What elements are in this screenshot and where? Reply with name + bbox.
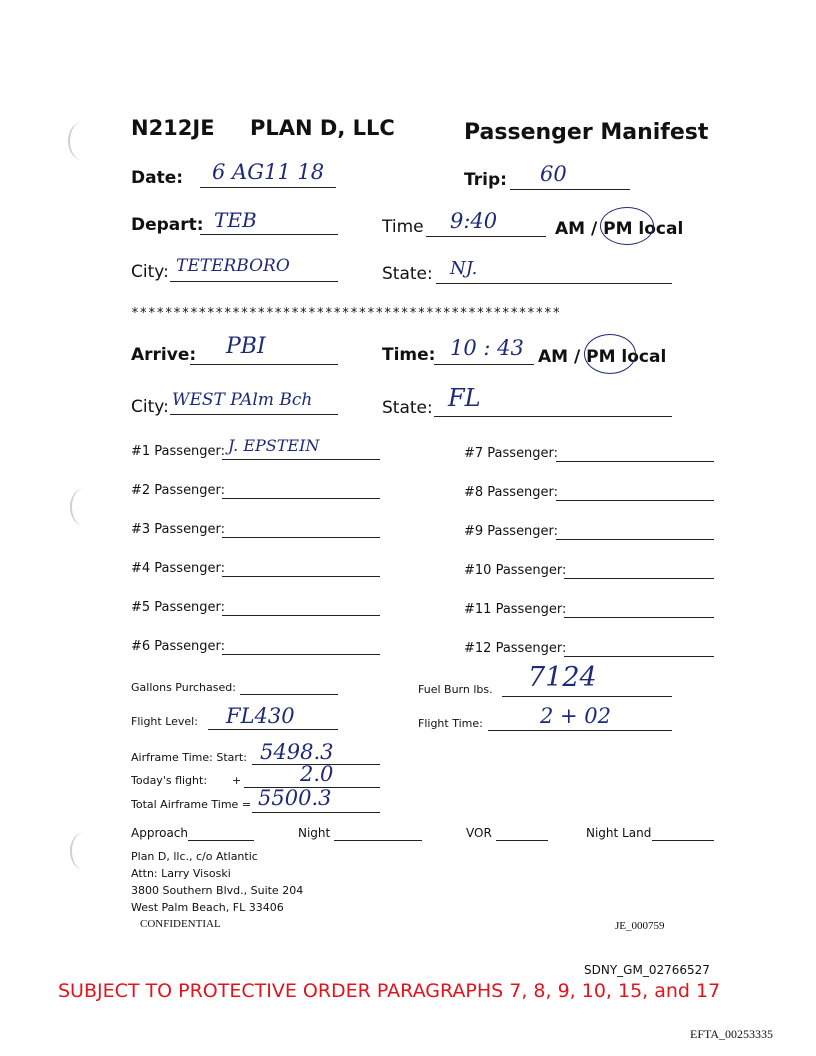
- arrive-time-value: 10 : 43: [450, 336, 524, 360]
- arrive-time-line: [434, 364, 534, 365]
- passenger-line: [564, 656, 714, 657]
- passenger-label: #9 Passenger:: [464, 524, 559, 539]
- fuel-burn-label: Fuel Burn lbs.: [418, 683, 493, 696]
- flight-level-line: [208, 729, 338, 730]
- passenger-line: [222, 537, 380, 538]
- passenger-label: #3 Passenger:: [131, 522, 226, 537]
- passenger-line: [556, 461, 714, 462]
- address-line: West Palm Beach, FL 33406: [131, 901, 284, 914]
- night-line: [334, 840, 422, 841]
- todays-flight-label: Today's flight:: [131, 774, 208, 787]
- efta-number: EFTA_00253335: [690, 1027, 774, 1041]
- date-value: 6 AG11 18: [212, 160, 325, 184]
- address-line: 3800 Southern Blvd., Suite 204: [131, 884, 304, 897]
- arrive-value: PBI: [226, 334, 266, 359]
- address-line: Plan D, llc., c/o Atlantic: [131, 850, 258, 863]
- arrive-city-value: WEST PAlm Bch: [172, 390, 313, 410]
- company-name: PLAN D, LLC: [250, 116, 395, 140]
- passenger-line: [556, 500, 714, 501]
- form-title: Passenger Manifest: [464, 120, 709, 145]
- passenger-label: #7 Passenger:: [464, 446, 559, 461]
- depart-ampm-label: AM / PM local: [555, 219, 684, 239]
- depart-label: Depart:: [131, 215, 204, 235]
- passenger-label: #10 Passenger:: [464, 563, 567, 578]
- address-line: Attn: Larry Visoski: [131, 867, 231, 880]
- todays-flight-plus: +: [232, 774, 242, 787]
- arrive-state-value: FL: [448, 384, 481, 412]
- passenger-value: J. EPSTEIN: [228, 436, 320, 455]
- punch-hole-mark: [70, 832, 98, 870]
- arrive-ampm-label: AM / PM local: [538, 347, 667, 367]
- bates-sdny: SDNY_GM_02766527: [584, 963, 710, 977]
- vor-label: VOR: [466, 826, 492, 840]
- confidential-stamp: CONFIDENTIAL: [140, 918, 221, 930]
- passenger-label: #1 Passenger:: [131, 444, 226, 459]
- depart-time-label: Time: [382, 217, 424, 237]
- trip-line: [510, 189, 630, 190]
- passenger-label: #11 Passenger:: [464, 602, 567, 617]
- punch-hole-mark: [70, 488, 98, 526]
- passenger-line: [222, 576, 380, 577]
- depart-state-label: State:: [382, 264, 433, 284]
- approach-label: Approach: [131, 826, 189, 840]
- depart-state-line: [436, 283, 672, 284]
- approach-line: [188, 840, 254, 841]
- date-label: Date:: [131, 168, 184, 188]
- passenger-label: #8 Passenger:: [464, 485, 559, 500]
- flight-level-label: Flight Level:: [131, 715, 198, 728]
- night-label: Night: [298, 826, 331, 840]
- depart-time-value: 9:40: [450, 209, 498, 233]
- todays-flight-value: 2.0: [300, 762, 334, 786]
- airframe-start-label: Airframe Time: Start:: [131, 751, 247, 764]
- arrive-state-label: State:: [382, 398, 433, 418]
- gallons-line: [240, 694, 338, 695]
- arrive-city-line: [170, 414, 338, 415]
- trip-value: 60: [540, 162, 567, 186]
- flight-time-label: Flight Time:: [418, 717, 483, 730]
- night-land-line: [652, 840, 714, 841]
- trip-label: Trip:: [464, 170, 507, 190]
- depart-value: TEB: [214, 208, 257, 232]
- flight-time-line: [488, 730, 672, 731]
- depart-city-label: City:: [131, 262, 169, 282]
- punch-hole-mark: [68, 122, 96, 160]
- asterisk-separator: ***************************************************: [131, 306, 561, 321]
- passenger-line: [564, 578, 714, 579]
- passenger-line: [222, 459, 380, 460]
- arrive-line: [190, 364, 338, 365]
- arrive-label: Arrive:: [131, 345, 197, 365]
- fuel-burn-line: [502, 696, 672, 697]
- passenger-line: [556, 539, 714, 540]
- passenger-line: [222, 498, 380, 499]
- flight-level-value: FL430: [226, 704, 295, 728]
- passenger-line: [222, 654, 380, 655]
- pm-circle-mark: [584, 334, 636, 374]
- depart-city-value: TETERBORO: [176, 256, 290, 276]
- vor-line: [496, 840, 548, 841]
- protective-order-notice: SUBJECT TO PROTECTIVE ORDER PARAGRAPHS 7, 8, 9, 10, 15, and 17: [58, 980, 721, 1002]
- flight-time-value: 2 + 02: [540, 704, 612, 728]
- arrive-city-label: City:: [131, 397, 169, 417]
- date-line: [200, 187, 336, 188]
- passenger-label: #5 Passenger:: [131, 600, 226, 615]
- passenger-label: #4 Passenger:: [131, 561, 226, 576]
- total-airframe-label: Total Airframe Time =: [131, 798, 252, 811]
- tail-number: N212JE: [131, 116, 215, 140]
- arrive-state-line: [434, 416, 672, 417]
- passenger-label: #12 Passenger:: [464, 641, 567, 656]
- night-land-label: Night Land: [586, 826, 652, 840]
- gallons-label: Gallons Purchased:: [131, 681, 236, 694]
- total-airframe-line: [252, 812, 380, 813]
- pm-circle-mark: [600, 207, 654, 245]
- arrive-time-label: Time:: [382, 345, 436, 365]
- passenger-label: #6 Passenger:: [131, 639, 226, 654]
- bates-je: JE_000759: [615, 920, 665, 932]
- passenger-line: [222, 615, 380, 616]
- total-airframe-value: 5500.3: [258, 786, 332, 810]
- passenger-line: [564, 617, 714, 618]
- depart-city-line: [170, 281, 338, 282]
- depart-time-line: [426, 236, 546, 237]
- fuel-burn-value: 7124: [528, 662, 597, 693]
- passenger-label: #2 Passenger:: [131, 483, 226, 498]
- depart-state-value: NJ.: [450, 258, 478, 279]
- airframe-start-value: 5498.3: [260, 740, 334, 764]
- depart-line: [200, 234, 338, 235]
